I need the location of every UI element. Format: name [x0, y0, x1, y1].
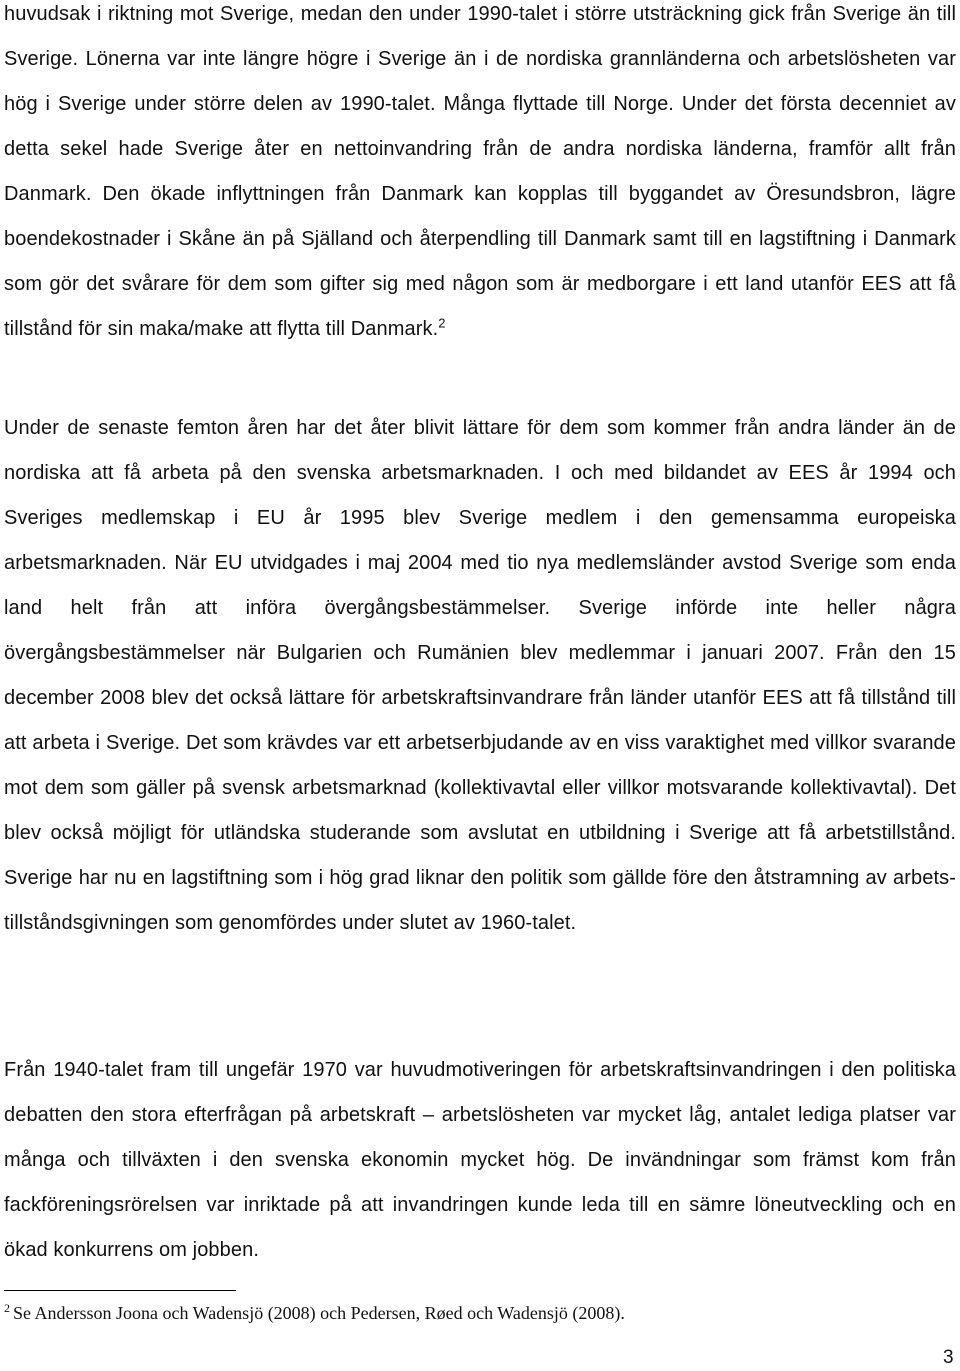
footnote-divider	[4, 1290, 236, 1291]
paragraph-1	[4, 0, 956, 352]
footnote-text: Se Andersson Joona och Wadensjö (2008) och Pedersen, Røed och Wadensjö (2008).	[13, 1303, 625, 1323]
paragraph-1-text: huvudsak i riktning mot Sverige, medan den under 1990-talet i större utsträckning gick från Sverige än till Sverige. Lönerna var inte längre högre i Sverige än i de nordiska grannländerna och arbetslösheten var hög i Sverige under större delen av 1990-talet. Många flyttade till Norge. Under det första decenniet av detta sekel hade Sverige åter en nettoinvandring från de andra nordiska länderna, framför allt från Danmark. Den ökade inflyttningen från Danmark kan kopplas till byggandet av Öresundsbron, lägre boendekostnader i Skåne än på Själland och återpendling till Danmark samt till en lagstiftning i Danmark som gör det svårare för dem som gifter sig med någon som är medborgare i ett land utanför EES att få tillstånd för sin maka/make att flytta till Danmark.	[4, 3, 956, 340]
paragraph-2-text: Under de senaste femton åren har det åter blivit lättare för dem som kommer från andra länder än de nordiska att få arbeta på den svenska arbetsmarknaden. I och med bildandet av EES år 1994 och Sveriges medlemskap i EU år 1995 blev Sverige medlem i den gemensamma europeiska arbetsmarknaden. När EU utvidgades i maj 2004 med tio nya medlemsländer avstod Sverige som enda land helt från att införa övergångsbestämmelser. Sverige införde inte heller några övergångsbestämmelser när Bulgarien och Rumänien blev medlemmar i januari 2007. Från den 15 december 2008 blev det också lättare för arbetskraftsinvandrare från länder utanför EES att få tillstånd till att arbeta i Sverige. Det som krävdes var ett arbetserbjudande av en viss varaktighet med villkor svarande mot dem som gäller på svensk arbetsmarknad (kollektivavtal eller villkor motsvarande kollektivavtal). Det blev också möjligt för utländska studerande som avslutat en utbildning i Sverige att få arbetstillstånd. Sverige har nu en lagstiftning som i hög grad liknar den politik som gällde före den åtstramning av arbets-tillståndsgivningen som genomfördes under slutet av 1960-talet.	[4, 417, 956, 934]
paragraph-3-text: Från 1940-talet fram till ungefär 1970 var huvudmotiveringen för arbetskraftsinvandringen i den politiska debatten den stora efterfrågan på arbetskraft – arbetslösheten var mycket låg, antalet lediga platser var många och tillväxten i den svenska ekonomin mycket hög. De invändningar som främst kom från fackföreningsrörelsen var inriktade på att invandringen kunde leda till en sämre löneutveckling och en ökad konkurrens om jobben.	[4, 1059, 956, 1261]
footnote-number: 2	[4, 1301, 10, 1315]
paragraph-2	[4, 406, 956, 946]
footnote-reference: 2	[438, 315, 446, 331]
page-number: 3	[943, 1347, 954, 1368]
footnote	[4, 1300, 944, 1326]
paragraph-3	[4, 1048, 956, 1273]
